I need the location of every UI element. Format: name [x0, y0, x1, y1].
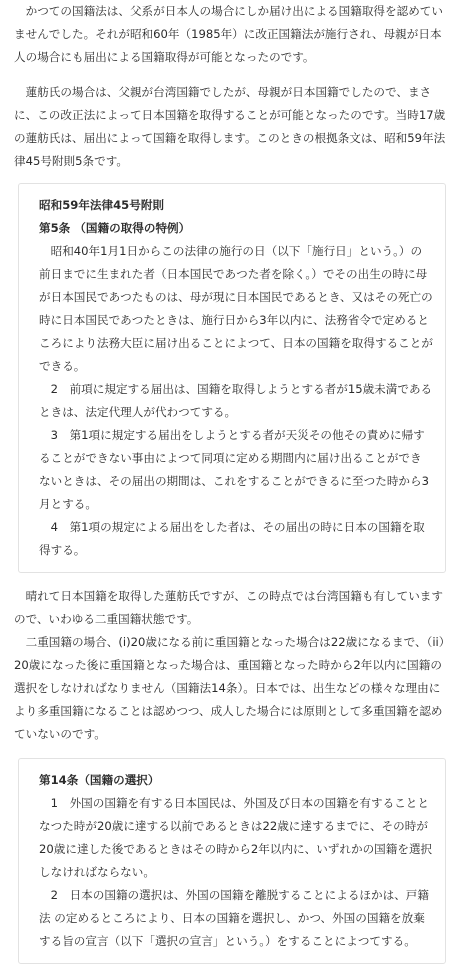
article-clause-3: 3 第1項に規定する届出をしようとする者が天災その他その責めに帰することができない事由によつて同項に定める期間内に届け出ることができないときは、その届出の期間は、これをすることができるに至つた時から3月とする。: [39, 428, 429, 511]
article-heading: 第14条（国籍の選択）: [39, 773, 160, 787]
article-clause-2: 2 前項に規定する届出は、国籍を取得しようとする者が15歳未満であるときは、法定代理人が代わつてする。: [39, 382, 433, 419]
middle-paragraph-2: 二重国籍の場合、(i)20歳になる前に重国籍となった場合は22歳になるまで、（ii）20歳になった後に重国籍となった場合は、重国籍となった時から2年以内に国籍の選択をしなければなりません（国籍法14条）。日本では、出生などの様々な理由により多重国籍になることは認めつつ、成人した場合には原則として多重国籍を認めていないのです。: [14, 635, 445, 741]
article-heading: 第5条 （国籍の取得の特例）: [39, 221, 191, 235]
intro-paragraph-2: 蓮舫氏の場合は、父親が台湾国籍でしたが、母親が日本国籍でしたので、まさに、この改正法によって日本国籍を取得することが可能となったのです。当時17歳の蓮舫氏は、届出によって国籍を取得します。このときの根拠条文は、昭和59年法律45号附則5条です。: [14, 85, 446, 168]
law-title: 昭和59年法律45号附則: [39, 198, 165, 212]
middle-paragraph-1: 晴れて日本国籍を取得した蓮舫氏ですが、この時点では台湾国籍も有していますので、いわゆる二重国籍状態です。: [14, 589, 443, 626]
intro-paragraph-1: かつての国籍法は、父系が日本人の場合にしか届け出による国籍取得を認めていませんでした。それが昭和60年（1985年）に改正国籍法が施行され、母親が日本人の場合にも届出による国籍取得が可能となったのです。: [14, 4, 443, 64]
article-clause-1: 昭和40年1月1日からこの法律の施行の日（以下「施行日」という。）の前日までに生まれた者（日本国民であつた者を除く。）でその出生の時に母が日本国民であつたものは、母が現に日本国民であるとき、又はその死亡の時に日本国民であつたときは、施行日から3年以内に、法務省令で定めるところにより法務大臣に届け出ることによつて、日本の国籍を取得することができる。: [39, 244, 433, 373]
law-quote-supplementary: [18, 183, 446, 573]
article-clause-4: 4 第1項の規定による届出をした者は、その届出の時に日本の国籍を取得する。: [39, 520, 425, 557]
article-clause-1: 1 外国の国籍を有する日本国民は、外国及び日本の国籍を有することとなつた時が20歳に達する以前であるときは22歳に達するまでに、その時が20歳に達した後であるときはその時から2年以内に、いずれかの国籍を選択しなければならない。: [39, 796, 433, 879]
law-quote-nationality-selection: [18, 758, 446, 964]
article-clause-2: 2 日本の国籍の選択は、外国の国籍を離脱することによるほかは、戸籍法 の定めるところにより、日本の国籍を選択し、かつ、外国の国籍を放棄する旨の宣言（以下「選択の宣言」という。）をすることによつてする。: [39, 888, 429, 948]
